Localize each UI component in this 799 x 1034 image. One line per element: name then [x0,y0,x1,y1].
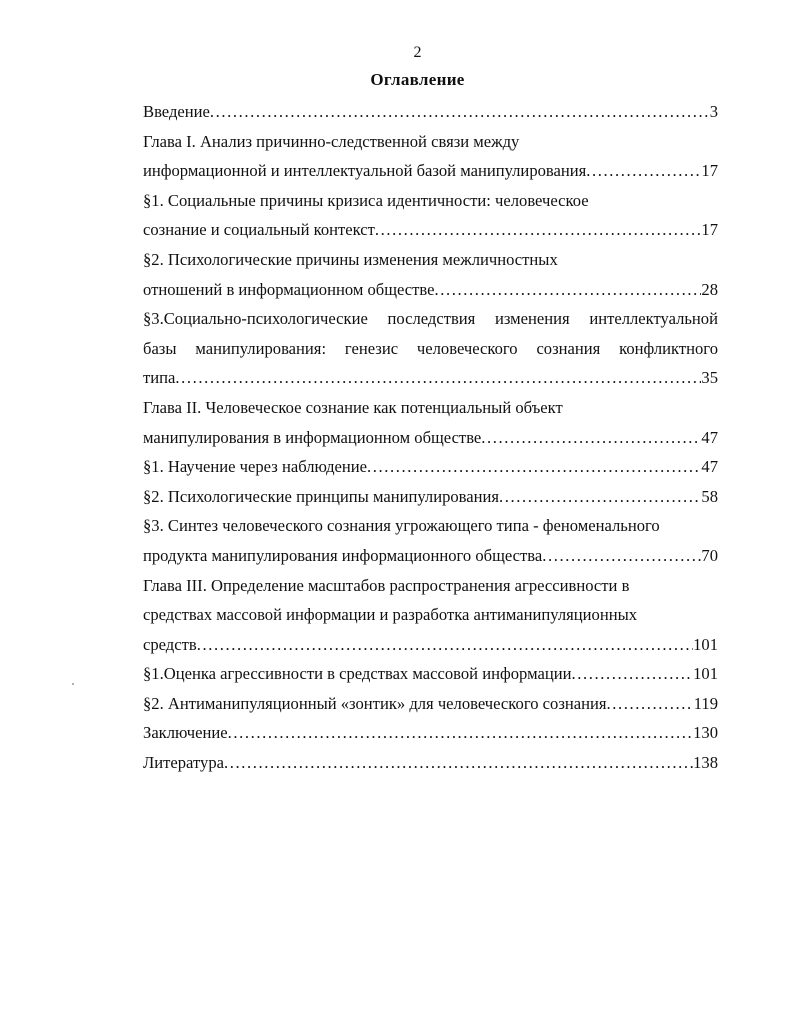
toc-entry[interactable] [143,541,718,571]
toc-entry[interactable] [143,215,718,245]
dot-leader [481,423,701,453]
dot-leader [375,215,702,245]
dot-leader [367,452,701,482]
toc-page-number: 138 [693,753,718,773]
toc-entry[interactable] [143,452,718,482]
toc-page-number: 35 [701,368,718,388]
toc-entry-line: Глава II. Человеческое сознание как потенциальный объект [143,397,563,417]
toc-entry-title: Заключение [143,723,228,743]
toc-entry-title: сознание и социальный контекст [143,220,375,240]
toc-entry[interactable] [143,275,718,305]
toc-entry-title: §1. Научение через наблюдение [143,457,367,477]
toc-page-number: 47 [701,427,718,447]
toc-page-number: 17 [701,161,718,181]
toc-page-number: 17 [701,220,718,240]
toc-entry[interactable] [143,482,718,512]
toc-entry[interactable] [143,689,718,719]
toc-page-number: 101 [693,634,718,654]
toc-page-number: 119 [693,693,718,713]
toc-entry-title: Введение [143,102,210,121]
toc-entry[interactable] [143,423,718,453]
toc-entry-line: §2. Психологические причины изменения межличностных [143,249,558,269]
toc-entry-line: §1. Социальные причины кризиса идентичности: человеческое [143,190,589,210]
toc-entry-title: продукта манипулирования информационного общества [143,545,543,565]
toc-entry[interactable] [143,97,718,127]
toc-entry-line: §3. Синтез человеческого сознания угрожающего типа - феноменального [143,516,660,536]
page-title: Оглавление [370,70,465,89]
toc-entry-title: §2. Психологические принципы манипулирования [143,486,500,506]
table-of-contents [143,97,718,778]
dot-leader [175,363,701,393]
toc-entry[interactable] [143,718,718,748]
toc-page-number: 70 [701,545,718,565]
scan-speck [72,683,74,685]
dot-leader [607,689,694,719]
dot-leader [571,659,693,689]
toc-entry-title: §2. Антиманипуляционный «зонтик» для человеческого сознания [143,693,607,713]
toc-page-number: 130 [693,723,718,743]
toc-page-number: 3 [709,102,718,121]
dot-leader [228,718,693,748]
toc-entry-title: отношений в информационном обществе [143,279,435,299]
toc-page-number: 28 [701,279,718,299]
dot-leader [197,630,693,660]
toc-entry-line: Глава I. Анализ причинно-следственной связи между [143,131,520,151]
toc-entry-line: средствах массовой информации и разработка антиманипуляционных [143,605,638,625]
toc-entry[interactable] [143,363,718,393]
dot-leader [542,541,701,571]
dot-leader [210,97,710,127]
toc-entry-line: Глава III. Определение масштабов распространения агрессивности в [143,575,630,595]
toc-entry-title: информационной и интеллектуальной базой манипулирования [143,161,587,181]
toc-entry[interactable] [143,659,718,689]
toc-entry-title: §1.Оценка агрессивности в средствах массовой информации [143,664,572,684]
toc-page-number: 58 [701,486,718,506]
toc-entry-title: типа [143,368,176,388]
toc-entry-line: §3.Социально-психологические последствия изменения интеллектуальной [143,309,718,329]
toc-entry-title: Литература [143,753,224,773]
toc-entry[interactable] [143,156,718,186]
dot-leader [224,748,693,778]
dot-leader [435,275,702,305]
toc-entry[interactable] [143,748,718,778]
toc-entry-title: манипулирования в информационном обществе [143,427,482,447]
dot-leader [499,482,701,512]
toc-page-number: 101 [693,664,718,684]
toc-entry-line: базы манипулирования: генезис человеческого сознания конфликтного [143,338,718,358]
page-number: 2 [413,44,422,61]
toc-entry[interactable] [143,630,718,660]
toc-page-number: 47 [701,457,718,477]
dot-leader [586,156,701,186]
toc-entry-title: средств [143,634,197,654]
